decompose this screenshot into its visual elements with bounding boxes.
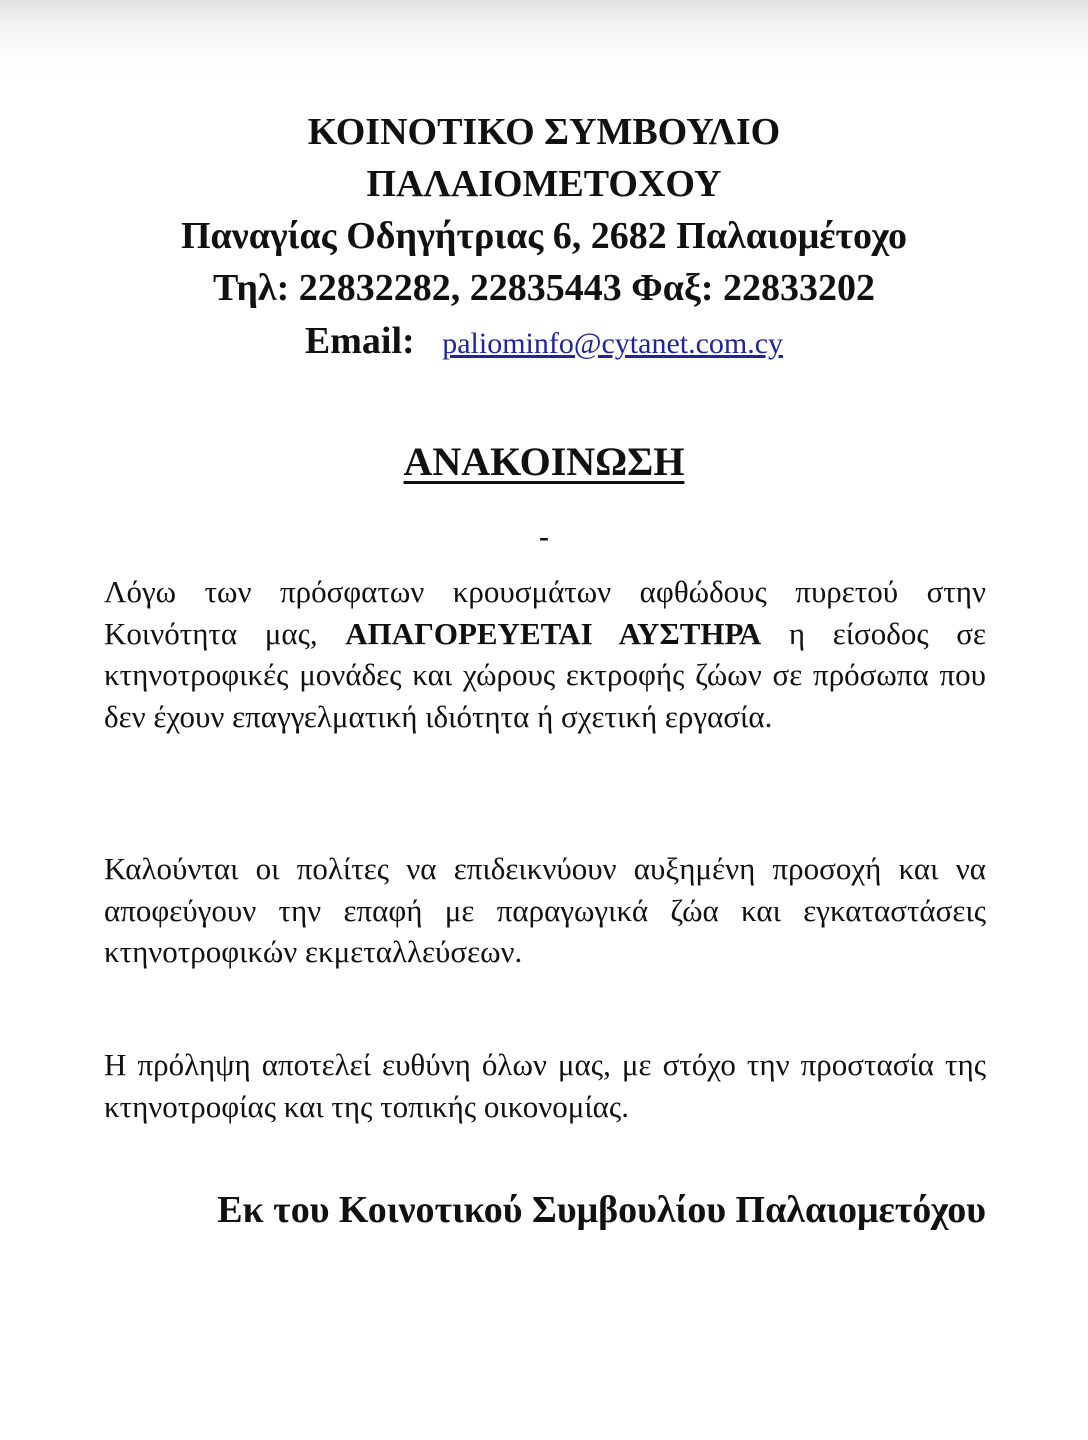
- letterhead: [0, 106, 1088, 370]
- paragraph-1-after: η είσοδος σε κτηνοτροφικές μονάδες και χώρους εκτροφής ζώων σε πρόσωπα που δεν έχουν επαγγελματική ιδιότητα ή σχετική εργασία.: [104, 615, 986, 734]
- signature: Εκ του Κοινοτικού Συμβουλίου Παλαιομετόχου: [217, 1189, 986, 1231]
- email-label: Email:: [304, 320, 415, 362]
- address: Παναγίας Οδηγήτριας 6, 2682 Παλαιομέτοχο: [180, 215, 908, 257]
- paragraph-2: Καλούνται οι πολίτες να επιδεικνύουν αυξημένη προσοχή και να αποφεύγουν την επαφή με παραγωγικά ζώα και εγκαταστάσεις κτηνοτροφικών εκμεταλλεύσεων.: [104, 851, 986, 969]
- announcement-title: [0, 436, 1088, 488]
- paragraph-1: [104, 571, 986, 737]
- separator: -: [539, 520, 549, 553]
- phone-fax: Τηλ: 22832282, 22835443 Φαξ: 22833202: [212, 267, 876, 309]
- paragraph-3: Η πρόληψη αποτελεί ευθύνη όλων μας, με στόχο την προστασία της κτηνοτροφίας και της τοπικής οικονομίας.: [104, 1047, 986, 1124]
- announcement-title-text: ΑΝΑΚΟΙΝΩΣΗ: [403, 439, 685, 484]
- paragraph-1-emphasis: ΑΠΑΓΟΡΕΥΕΤΑΙ ΑΥΣΤΗΡΑ: [345, 615, 762, 651]
- village-name: ΠΑΛΑΙΟΜΕΤΟΧΟΥ: [366, 163, 722, 205]
- council-name: ΚΟΙΝΟΤΙΚΟ ΣΥΜΒΟΥΛΙΟ: [307, 111, 781, 153]
- paragraph-1-before: Λόγω των πρόσφατων κρουσμάτων αφθώδους πυρετού στην Κοινότητα μας,: [104, 574, 986, 651]
- email-row: [0, 315, 1088, 370]
- email-link[interactable]: paliominfo@cytanet.com.cy: [442, 327, 784, 360]
